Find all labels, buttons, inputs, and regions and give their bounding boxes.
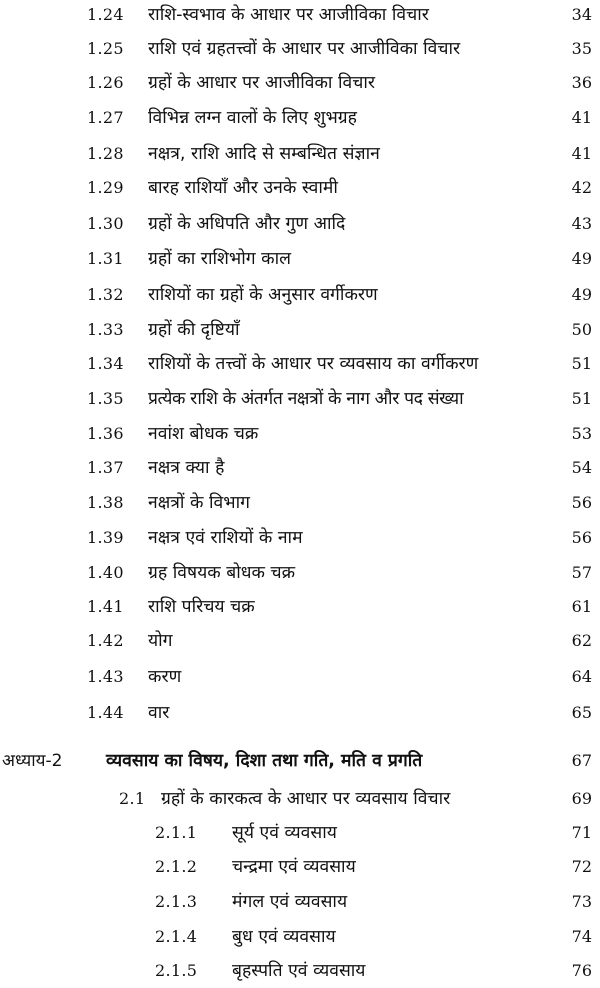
entry-title: बारह राशियाँ और उनके स्वामी	[148, 178, 338, 198]
toc-subsection	[0, 850, 600, 884]
entry-title: ग्रहों की दृष्टियाँ	[148, 320, 240, 340]
subsection-page: 76	[571, 961, 592, 980]
entry-number: 1.30	[87, 214, 124, 233]
toc-entry	[0, 451, 600, 485]
entry-number: 1.43	[87, 667, 124, 686]
entry-number: 1.35	[87, 389, 124, 408]
toc-entry	[0, 660, 600, 694]
entry-title: राशि परिचय चक्र	[148, 597, 255, 617]
entry-title: ग्रहों के आधार पर आजीविका विचार	[148, 73, 376, 93]
entry-title: राशियों का ग्रहों के अनुसार वर्गीकरण	[148, 285, 378, 305]
subsection-page: 72	[571, 857, 592, 876]
subsection-number: 2.1.3	[155, 892, 198, 911]
entry-number: 1.28	[87, 144, 124, 163]
subsection-page: 71	[571, 823, 592, 842]
entry-title: ग्रह विषयक बोधक चक्र	[148, 563, 296, 583]
entry-page: 65	[571, 703, 592, 722]
entry-page: 64	[571, 667, 592, 686]
entry-title: राशियों के तत्त्वों के आधार पर व्यवसाय का वर्गीकरण	[148, 354, 479, 374]
entry-title: योग	[148, 631, 173, 651]
entry-title: नक्षत्र एवं राशियों के नाम	[148, 528, 303, 548]
toc-entry	[0, 278, 600, 312]
entry-page: 54	[571, 458, 592, 477]
entry-page: 35	[571, 39, 592, 58]
toc-entry	[0, 171, 600, 205]
toc-entry	[0, 417, 600, 451]
entry-number: 1.33	[87, 320, 124, 339]
entry-page: 36	[571, 73, 592, 92]
subsection-page: 74	[571, 927, 592, 946]
entry-number: 1.34	[87, 354, 124, 373]
subsection-title: बुध एवं व्यवसाय	[232, 927, 336, 947]
entry-title: करण	[148, 667, 182, 687]
entry-number: 1.24	[87, 5, 124, 24]
toc-subsection	[0, 920, 600, 954]
entry-number: 1.41	[87, 597, 124, 616]
toc-entry	[0, 32, 600, 66]
toc-entry	[0, 486, 600, 520]
entry-number: 1.37	[87, 458, 124, 477]
subsection-page: 73	[571, 892, 592, 911]
entry-title: ग्रहों का राशिभोग काल	[148, 249, 292, 269]
toc-subsection	[0, 816, 600, 850]
entry-page: 62	[571, 631, 592, 650]
entry-page: 53	[571, 424, 592, 443]
chapter-title: व्यवसाय का विषय, दिशा तथा गति, मति व प्रगति	[106, 751, 423, 771]
entry-page: 56	[571, 528, 592, 547]
toc-entry	[0, 521, 600, 555]
toc-section	[0, 782, 600, 816]
entry-title: नक्षत्र क्या है	[148, 458, 225, 478]
toc-entry	[0, 590, 600, 624]
entry-title: वार	[148, 703, 170, 723]
subsection-title: सूर्य एवं व्यवसाय	[232, 823, 337, 843]
chapter-label: अध्याय-2	[2, 751, 63, 771]
entry-page: 49	[571, 285, 592, 304]
toc-entry	[0, 347, 600, 381]
entry-page: 41	[571, 144, 592, 163]
section-number: 2.1	[119, 789, 146, 808]
entry-number: 1.29	[87, 178, 124, 197]
toc-entry	[0, 556, 600, 590]
toc-entry	[0, 313, 600, 347]
entry-number: 1.44	[87, 703, 124, 722]
entry-title: प्रत्येक राशि के अंतर्गत नक्षत्रों के नाग और पद संख्या	[148, 389, 464, 409]
toc-entry	[0, 242, 600, 276]
toc-entry	[0, 137, 600, 171]
entry-number: 1.27	[87, 108, 124, 127]
entry-title: नक्षत्रों के विभाग	[148, 493, 250, 513]
subsection-title: चन्द्रमा एवं व्यवसाय	[232, 857, 356, 877]
entry-title: नक्षत्र, राशि आदि से सम्बन्धित संज्ञान	[148, 144, 380, 164]
entry-number: 1.26	[87, 73, 124, 92]
entry-page: 49	[571, 249, 592, 268]
subsection-number: 2.1.4	[155, 927, 198, 946]
toc-entry	[0, 696, 600, 730]
section-page: 69	[571, 789, 592, 808]
entry-number: 1.39	[87, 528, 124, 547]
entry-title: नवांश बोधक चक्र	[148, 424, 259, 444]
subsection-number: 2.1.5	[155, 961, 198, 980]
entry-page: 34	[571, 5, 592, 24]
entry-number: 1.32	[87, 285, 124, 304]
toc-entry	[0, 0, 600, 32]
entry-title: राशि-स्वभाव के आधार पर आजीविका विचार	[148, 5, 429, 25]
entry-title: विभिन्न लग्न वालों के लिए शुभग्रह	[148, 108, 357, 128]
entry-number: 1.36	[87, 424, 124, 443]
entry-number: 1.38	[87, 493, 124, 512]
toc-entry	[0, 207, 600, 241]
entry-title: ग्रहों के अधिपति और गुण आदि	[148, 214, 346, 234]
entry-number: 1.25	[87, 39, 124, 58]
entry-page: 51	[571, 389, 592, 408]
subsection-number: 2.1.2	[155, 857, 198, 876]
entry-title: राशि एवं ग्रहतत्त्वों के आधार पर आजीविका विचार	[148, 39, 461, 59]
entry-page: 56	[571, 493, 592, 512]
toc-entry	[0, 382, 600, 416]
entry-page: 61	[571, 597, 592, 616]
entry-page: 51	[571, 354, 592, 373]
toc-entry	[0, 66, 600, 100]
chapter-page: 67	[571, 751, 592, 770]
toc-entry	[0, 624, 600, 658]
entry-page: 42	[571, 178, 592, 197]
entry-number: 1.31	[87, 249, 124, 268]
subsection-title: बृहस्पति एवं व्यवसाय	[232, 961, 366, 981]
chapter-heading	[0, 744, 600, 778]
entry-page: 57	[571, 563, 592, 582]
entry-page: 50	[571, 320, 592, 339]
toc-subsection	[0, 885, 600, 919]
entry-page: 41	[571, 108, 592, 127]
entry-number: 1.40	[87, 563, 124, 582]
section-title: ग्रहों के कारकत्व के आधार पर व्यवसाय विचार	[161, 789, 451, 809]
entry-number: 1.42	[87, 631, 124, 650]
subsection-number: 2.1.1	[155, 823, 198, 842]
entry-page: 43	[571, 214, 592, 233]
subsection-title: मंगल एवं व्यवसाय	[232, 892, 348, 912]
toc-subsection	[0, 954, 600, 988]
toc-entry	[0, 101, 600, 135]
